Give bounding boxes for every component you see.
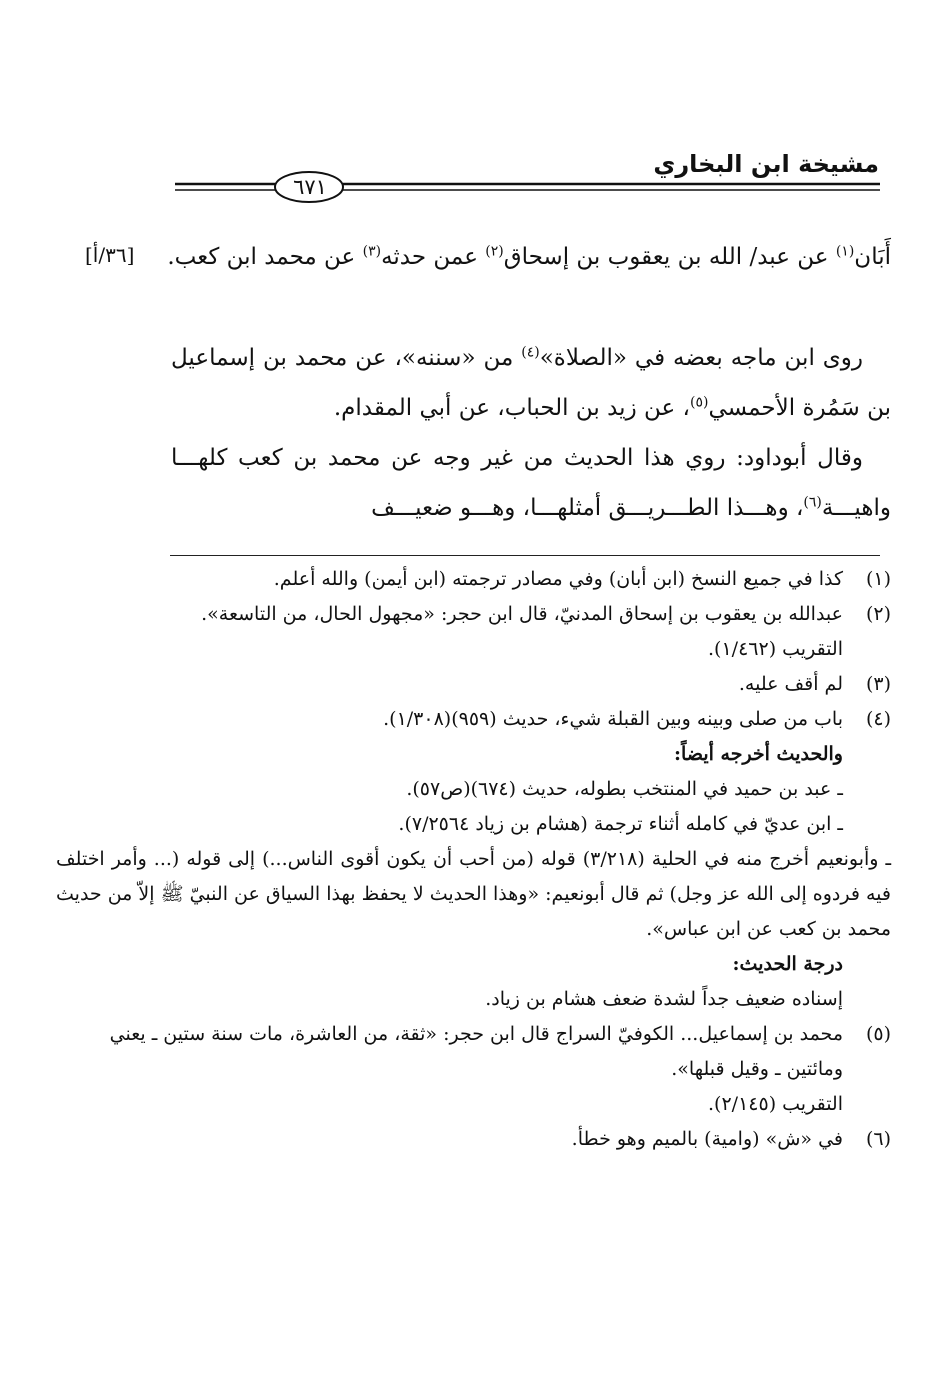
footnote-text: كذا في جميع النسخ (ابن أبان) وفي مصادر ترجمته (ابن أيمن) والله أعلم. <box>273 568 843 590</box>
footnote-3 <box>56 667 891 702</box>
footnote-heading: والحديث أخرجه أيضاً: <box>674 743 843 765</box>
footnote-ref-5[interactable]: (٥) <box>689 394 709 411</box>
main-paragraph-1 <box>131 232 891 282</box>
footnote-ref-3[interactable]: (٣) <box>362 243 382 260</box>
footnote-number: (٤) <box>865 708 891 730</box>
footnote-reference: التقريب (٢/١٤٥). <box>708 1093 843 1115</box>
footnote-4 <box>56 702 891 1017</box>
running-title: مشيخة ابن البخاري <box>653 150 879 178</box>
main-paragraph-3 <box>171 433 891 533</box>
text-run: ، وهـــذا الطـــريـــق أمثلهـــا، وهـــو ضعيـــف <box>371 495 804 521</box>
footnote-number: (٢) <box>865 603 891 625</box>
footnote-heading: درجة الحديث: <box>732 953 843 975</box>
footnote-text: محمد بن إسماعيل... الكوفيّ السراج قال ابن حجر: «ثقة، من العاشرة، مات سنة ستين ـ يعني ومائتين ـ وقيل قبلها». <box>109 1023 843 1080</box>
text-run: أَبَان <box>854 244 891 270</box>
footnotes <box>56 562 891 1157</box>
page-number: ٦٧١ <box>293 175 327 199</box>
footnote-5 <box>56 1017 891 1122</box>
footnote-1 <box>56 562 891 597</box>
footnote-list-item: ـ عبد بن حميد في المنتخب بطوله، حديث (٦٧٤)(ص٥٧). <box>406 778 843 800</box>
footnote-text: لم أقف عليه. <box>738 673 843 695</box>
footnote-ref-6[interactable]: (٦) <box>803 494 822 511</box>
text-run: عمن حدثه <box>381 244 486 270</box>
manuscript-folio-marker: [٣٦/أ] <box>85 243 135 267</box>
footnote-separator <box>170 555 880 556</box>
footnote-ref-2[interactable]: (٢) <box>485 243 504 260</box>
text-run: ، عن زيد بن الحباب، عن أبي المقدام. <box>333 395 690 421</box>
footnote-list-item: ـ ابن عديّ في كامله أثناء ترجمة (هشام بن زياد ٧/٢٥٦٤). <box>398 813 843 835</box>
footnote-text: عبدالله بن يعقوب بن إسحاق المدنيّ، قال ابن حجر: «مجهول الحال، من التاسعة». <box>201 603 843 625</box>
footnote-reference: التقريب (١/٤٦٢). <box>708 638 843 660</box>
footnote-2 <box>56 597 891 667</box>
footnote-number: (٥) <box>865 1023 891 1045</box>
text-run: وقال أبوداود: روي هذا الحديث من غير وجه عن محمد بن كعب كلهـــا واهيـــة <box>171 445 891 521</box>
footnote-text: باب من صلى وبينه وبين القبلة شيء، حديث (٩٥٩)(١/٣٠٨). <box>383 708 843 730</box>
footnote-number: (٣) <box>865 673 891 695</box>
footnote-text: في «ش» (وامية) بالميم وهو خطأ. <box>571 1128 843 1150</box>
text-run: من «سننه»، عن محمد بن إسماعيل بن سَمُرة الأحمسي <box>171 345 891 421</box>
footnote-6 <box>56 1122 891 1157</box>
footnote-number: (٦) <box>865 1128 891 1150</box>
footnote-number: (١) <box>865 568 891 590</box>
text-run: عن عبد/ الله بن يعقوب بن إسحاق <box>503 244 836 270</box>
text-run: روى ابن ماجه بعضه في «الصلاة» <box>539 345 863 371</box>
text-run: عن محمد ابن كعب. <box>167 244 363 270</box>
footnote-list-item: ـ وأبونعيم أخرج منه في الحلية (٣/٢١٨) قوله (من أحب أن يكون أقوى الناس...) إلى قوله (... وأمر اختلف فيه فردوه إلى الله عز وجل) ثم قال أبونعيم: «وهذا الحديث لا يحفظ بهذا السياق عن النبيّ ﷺ إلاّ من حديث محمد بن كعب عن ابن عباس». <box>56 848 892 940</box>
main-paragraph-2 <box>171 333 891 433</box>
footnote-ref-4[interactable]: (٤) <box>521 344 540 361</box>
footnote-grade: إسناده ضعيف جداً لشدة ضعف هشام بن زياد. <box>485 988 843 1010</box>
footnote-ref-1[interactable]: (١) <box>835 243 855 260</box>
